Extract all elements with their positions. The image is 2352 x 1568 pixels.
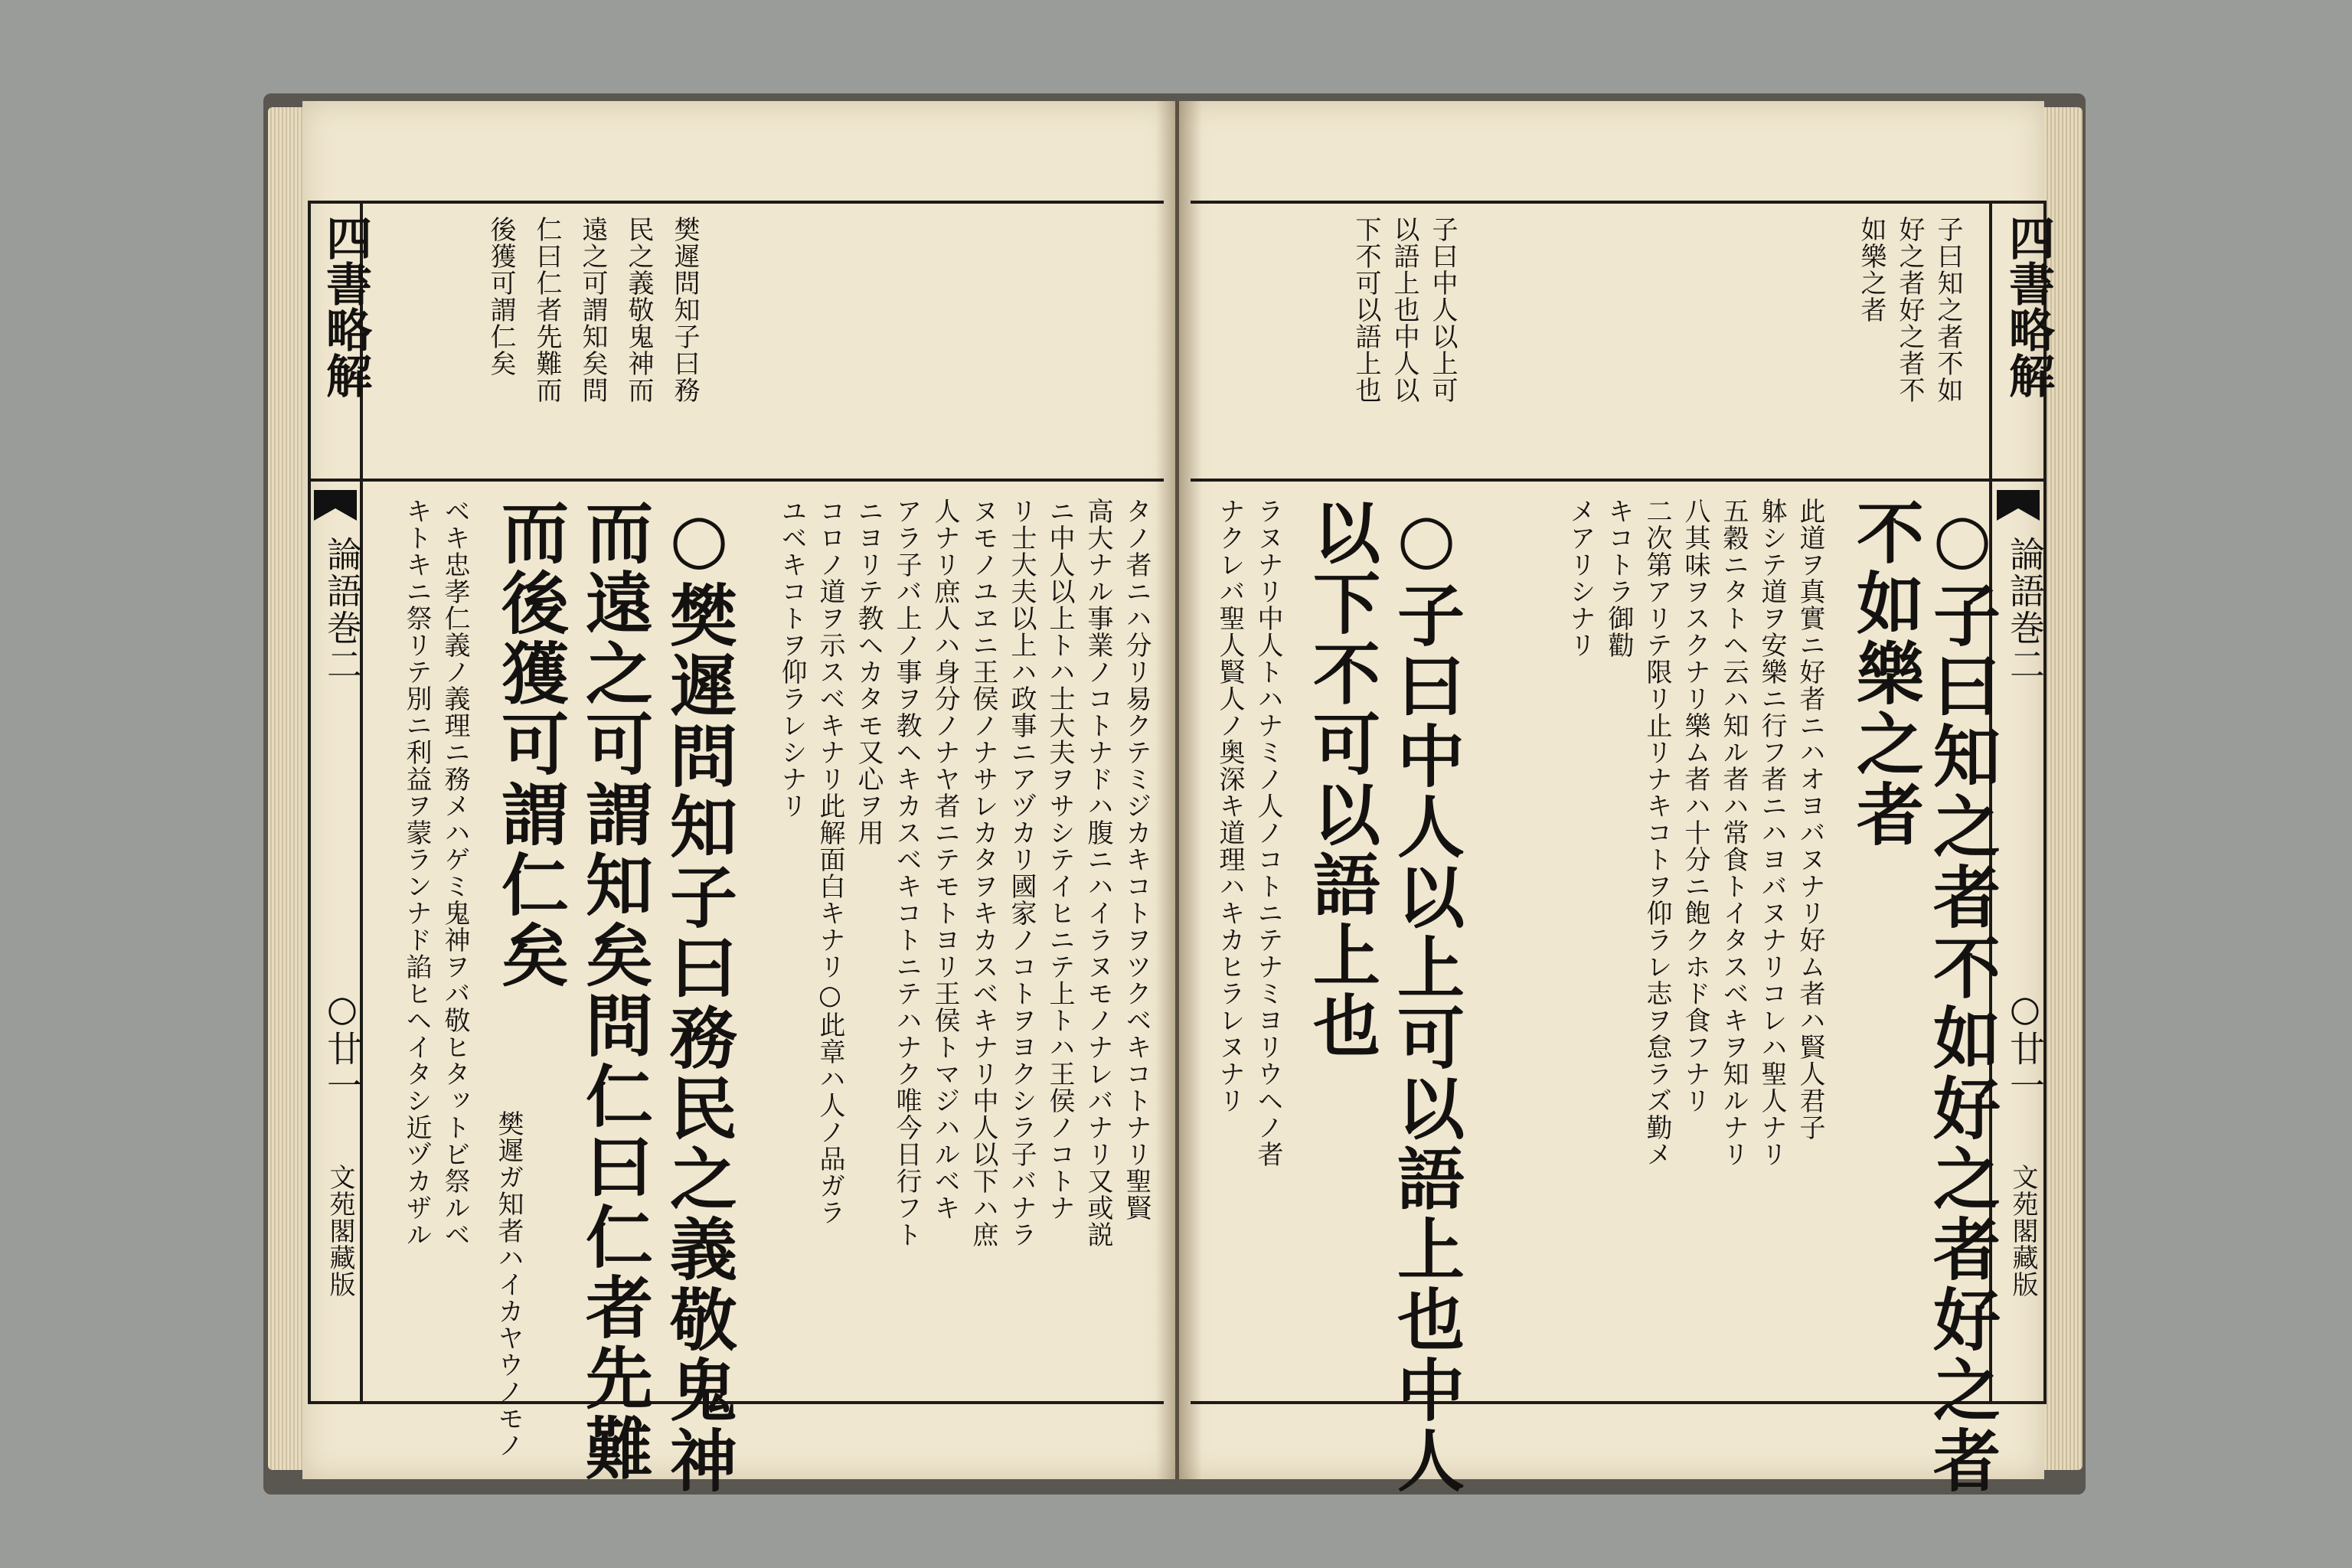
left-commentary-6: 人ナリ庶人ハ身分ノナヤ者ニテモトヨリ王侯トマジハルベキ [929,498,960,1221]
left-main-heading-2: 而遠之可謂知矣問仁曰仁者先難 [575,498,655,1484]
left-outer-border [308,201,311,1404]
right-commentary-8: ラヌナリ中人トハナミノ人ノコトニテナミヨリウヘノ者 [1253,498,1283,1168]
right-top-line-3: 如樂之者 [1856,216,1886,323]
left-edge-volume: 論語巻二 [322,536,363,683]
left-commentary-9: コロノ道ヲ示スベキナリ此解面白キナリ○此章ハ人ノ品ガラ [815,498,845,1226]
right-top-line-2: 好之者好之者不 [1894,216,1925,403]
left-top-line-4: 仁曰仁者先難而 [531,216,562,403]
right-main-heading-2: 不如樂之者 [1846,498,1926,850]
left-commentary-5: ヌモノユヱニ王侯ノナサレカタヲキカスベキナリ中人以下ハ庶 [968,498,998,1248]
left-page-edges [268,107,306,1470]
right-main-heading-1: ○子曰知之者不如好之者好之者 [1922,498,2002,1496]
right-commentary-5: 二次第アリテ限リ止リナキコトヲ仰ラレ志ヲ怠ラズ勤メ [1642,498,1672,1168]
left-edge-publisher: 文苑閣藏版 [325,1164,355,1298]
left-commentary-7: アラ子バ上ノ事ヲ教ヘキカスベキコトニテハナク唯今日行フト [891,498,922,1248]
left-top-line-2: 民之義敬鬼神而 [623,216,654,403]
left-commentary-2: 高大ナル事業ノコトナドハ腹ニハイラヌモノナレバナリ又或説 [1083,498,1113,1248]
right-commentary-7: メアリシナリ [1565,498,1596,658]
left-edge-title: 四書略解 [318,214,372,398]
right-edge-title: 四書略解 [2001,214,2055,398]
right-commentary-2: 躰シテ道ヲ安樂ニ行フ者ニハヨバヌナリコレハ聖人ナリ [1756,498,1787,1168]
book-gutter [1156,101,1202,1479]
right-edge-volume: 論語巻二 [2004,536,2046,683]
left-top-line-1: 樊遲問知子曰務 [669,216,700,403]
left-top-line-5: 後獲可謂仁矣 [485,216,516,377]
left-commentary-4: リ士大夫以上ハ政事ニアヅカリ國家ノコトヲヨクシラ子バナラ [1006,498,1037,1248]
left-top-border [308,201,1164,204]
left-commentary-13: キトキニ祭リテ別ニ利益ヲ蒙ランナド諂ヒヘイタシ近ヅカザル [401,498,432,1248]
right-edge-publisher: 文苑閣藏版 [2007,1164,2038,1298]
left-main-heading-1: ○樊遲問知子曰務民之義敬鬼神 [659,498,739,1496]
right-main-heading-3: ○子曰中人以上可以語上也中人 [1387,498,1466,1496]
right-commentary-6: キコトラ御勸 [1603,498,1634,658]
right-commentary-4: 八其味ヲスクナリ樂ム者ハ十分ニ飽クホド食フナリ [1680,498,1710,1114]
right-commentary-3: 五穀ニタトヘ云ハ知ル者ハ常食トイタスベキヲ知ルナリ [1718,498,1749,1168]
right-edge-folio: ○廿一 [2004,988,2046,1104]
right-top-line-4: 子曰中人以上可 [1427,216,1458,403]
left-commentary-11: 樊遲ガ知者ハイカヤウノモノ [493,1110,524,1459]
left-edge-folio: ○廿一 [322,988,363,1104]
right-header-divider [1191,479,2047,482]
left-commentary-3: ニ中人以上トハ士大夫ヲサシテイヒニテ上トハ王侯ノコトナ [1044,498,1075,1221]
right-main-heading-4: 以下不可以語上也 [1302,498,1382,1061]
right-top-border [1191,201,2047,204]
left-commentary-8: ニヨリテ教ヘカタモ又心ヲ用 [853,498,884,846]
right-top-line-6: 下不可以語上也 [1351,216,1381,403]
left-commentary-10: ユベキコトヲ仰ラレシナリ [776,498,807,819]
left-commentary-1: タノ者ニハ分リ易クテミジカキコトヲツクベキコトナリ聖賢 [1121,498,1152,1221]
left-top-line-3: 遠之可謂知矣問 [577,216,608,403]
left-main-heading-3: 而後獲可謂仁矣 [491,498,570,991]
right-top-line-1: 子曰知之者不如 [1932,216,1963,403]
right-top-line-5: 以語上也中人以 [1389,216,1419,403]
right-commentary-9: ナクレバ聖人賢人ノ奥深キ道理ハキカヒラレヌナリ [1214,498,1245,1114]
left-commentary-12: ベキ忠孝仁義ノ義理ニ務メハゲミ鬼神ヲバ敬ヒタットビ祭ルベ [439,498,470,1248]
right-commentary-1: 此道ヲ真實ニ好者ニハオヨバヌナリ好ム者ハ賢人君子 [1795,498,1825,1141]
left-header-divider [308,479,1164,482]
